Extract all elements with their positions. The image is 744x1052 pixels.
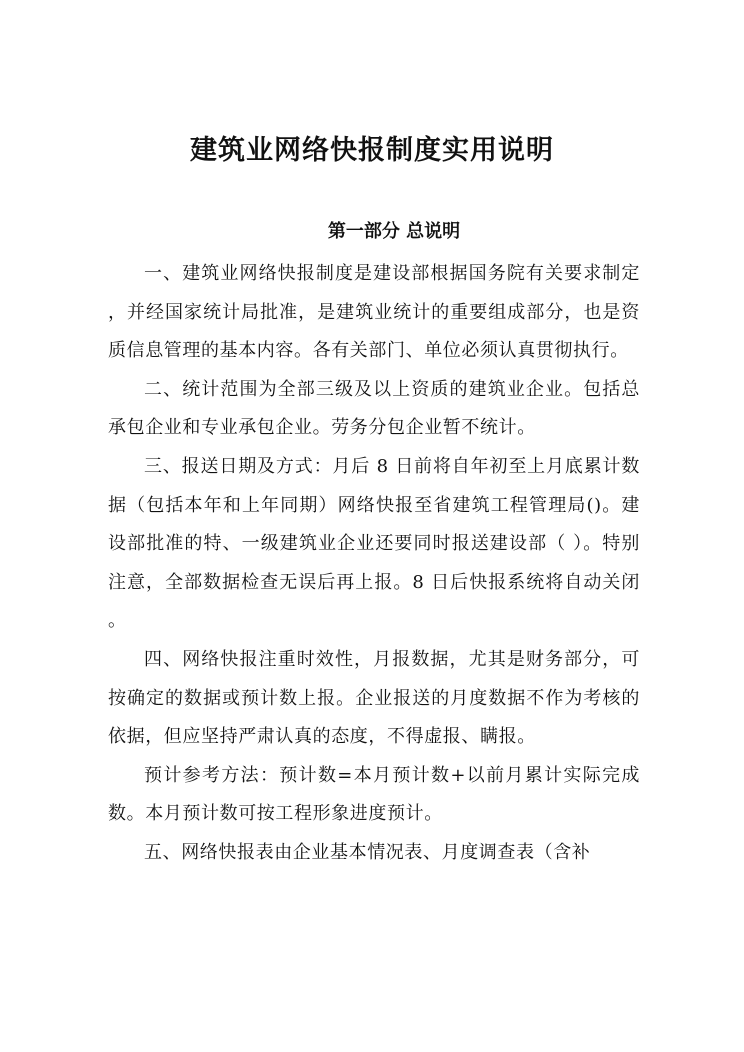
paragraph-report-forms: 五、网络快报表由企业基本情况表、月度调查表（含补 bbox=[144, 841, 591, 863]
paragraph-submission-dates: 三、报送日期及方式：月后 8 日前将自年初至上月底累计数据（包括本年和上年同期）网络快报至省建筑工程管理局()。建设部批准的特、一级建筑业企业还要同时报送建设部（ ）。特别注意，全部数据检查无误后再上报。8 日后快报系统将自动关闭。 bbox=[108, 455, 640, 632]
document-body bbox=[108, 255, 640, 873]
section-heading: 第一部分 总说明 bbox=[327, 221, 461, 242]
document-title: 建筑业网络快报制度实用说明 bbox=[190, 135, 554, 166]
paragraph-statistics-range: 二、统计范围为全部三级及以上资质的建筑业企业。包括总承包企业和专业承包企业。劳务分包企业暂不统计。 bbox=[108, 378, 640, 439]
paragraph-estimation-method: 预计参考方法：预计数=本月预计数+以前月累计实际完成数。本月预计数可按工程形象进度预计。 bbox=[108, 764, 640, 825]
paragraph-scope-intro: 一、建筑业网络快报制度是建设部根据国务院有关要求制定，并经国家统计局批准，是建筑业统计的重要组成部分，也是资质信息管理的基本内容。各有关部门、单位必须认真贯彻执行。 bbox=[108, 263, 640, 362]
paragraph-timeliness: 四、网络快报注重时效性，月报数据，尤其是财务部分，可按确定的数据或预计数上报。企业报送的月度数据不作为考核的依据，但应坚持严肃认真的态度，不得虚报、瞒报。 bbox=[108, 648, 640, 748]
